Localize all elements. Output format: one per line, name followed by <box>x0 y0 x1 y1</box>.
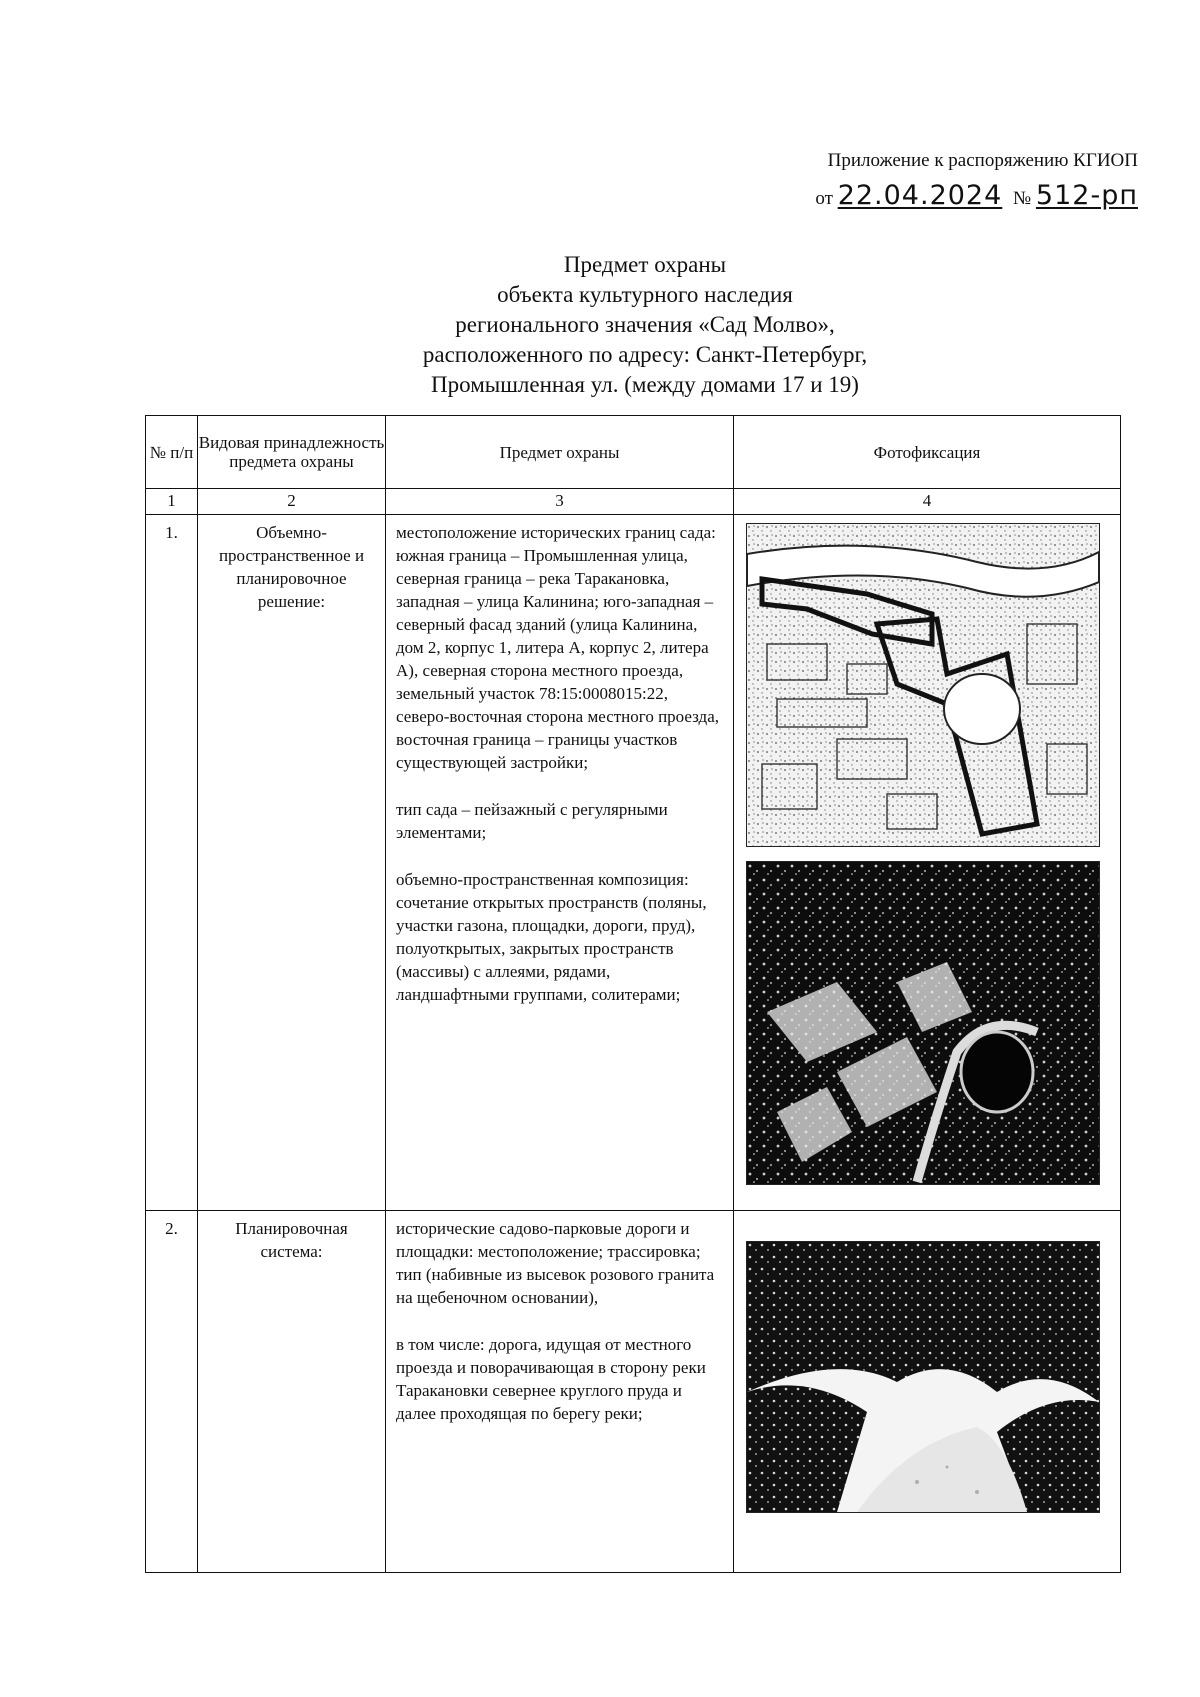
order-number-line <box>815 178 1138 214</box>
table-header-row <box>146 416 1121 489</box>
title-line: Промышленная ул. (между домами 17 и 19) <box>431 372 859 397</box>
subject-paragraph: исторические садово-парковые дороги и площадки: местоположение; трассировка; тип (набивные из высевок розового гранита на щебеночном основании), <box>396 1219 715 1307</box>
document-header <box>815 148 1138 214</box>
row-subject <box>386 515 734 1211</box>
order-date: 22.04.2024 <box>837 179 1003 211</box>
column-number: 2 <box>198 489 386 515</box>
protection-subject-table <box>145 415 1121 1573</box>
date-prefix: от <box>815 187 833 209</box>
subject-paragraph: объемно-пространственная композиция: сочетание открытых пространств (поляны, участки газона, площадки, дороги, пруд), полуоткрытых, закрытых пространств (массивы) с аллеями, рядами, ландшафтными группами, солитерами; <box>396 870 707 1004</box>
table-row <box>146 1211 1121 1573</box>
column-number: 3 <box>386 489 734 515</box>
column-number: 1 <box>146 489 198 515</box>
order-number: 512-рп <box>1035 179 1138 211</box>
row-photos <box>734 515 1121 1211</box>
column-number-row <box>146 489 1121 515</box>
row-subject <box>386 1211 734 1573</box>
header-subject: Предмет охраны <box>386 416 734 489</box>
title-line: расположенного по адресу: Санкт-Петербург, <box>422 342 868 367</box>
title-line: Предмет охраны <box>563 252 727 277</box>
subject-paragraph: местоположение исторических границ сада: южная граница – Промышленная улица, северная граница – река Таракановка, западная – улица Калинина; юго-западная – северный фасад зданий (улица Калинина, дом 2, корпус 1, литера А, корпус 2, литера А), северная сторона местного проезда, земельный участок 78:15:0008015:22, северо-восточная сторона местного проезда, восточная граница – границы участков существующей застройки; <box>396 523 719 772</box>
row-photos <box>734 1211 1121 1573</box>
row-type: Объемно-пространственное и планировочное решение: <box>198 515 386 1211</box>
appendix-caption: Приложение к распоряжению КГИОП <box>827 150 1138 171</box>
title-line: объекта культурного наследия <box>497 282 793 307</box>
header-type: Видовая принадлежность предмета охраны <box>198 416 386 489</box>
header-photo: Фотофиксация <box>734 416 1121 489</box>
row-number: 2. <box>146 1211 198 1573</box>
aerial-photo <box>746 861 1100 1185</box>
garden-road-photo <box>746 1241 1100 1513</box>
site-plan-map-photo <box>746 523 1100 847</box>
subject-paragraph: тип сада – пейзажный с регулярными элементами; <box>396 800 668 842</box>
document-title <box>0 250 1200 400</box>
number-prefix: № <box>1013 187 1032 209</box>
subject-paragraph: в том числе: дорога, идущая от местного проезда и поворачивающая в сторону реки Таракановки севернее круглого пруда и далее проходящая по берегу реки; <box>396 1335 706 1423</box>
row-number: 1. <box>146 515 198 1211</box>
title-line: регионального значения «Сад Молво», <box>455 312 835 337</box>
column-number: 4 <box>734 489 1121 515</box>
header-num: № п/п <box>146 416 198 489</box>
row-type: Планировочная система: <box>198 1211 386 1573</box>
table-row <box>146 515 1121 1211</box>
